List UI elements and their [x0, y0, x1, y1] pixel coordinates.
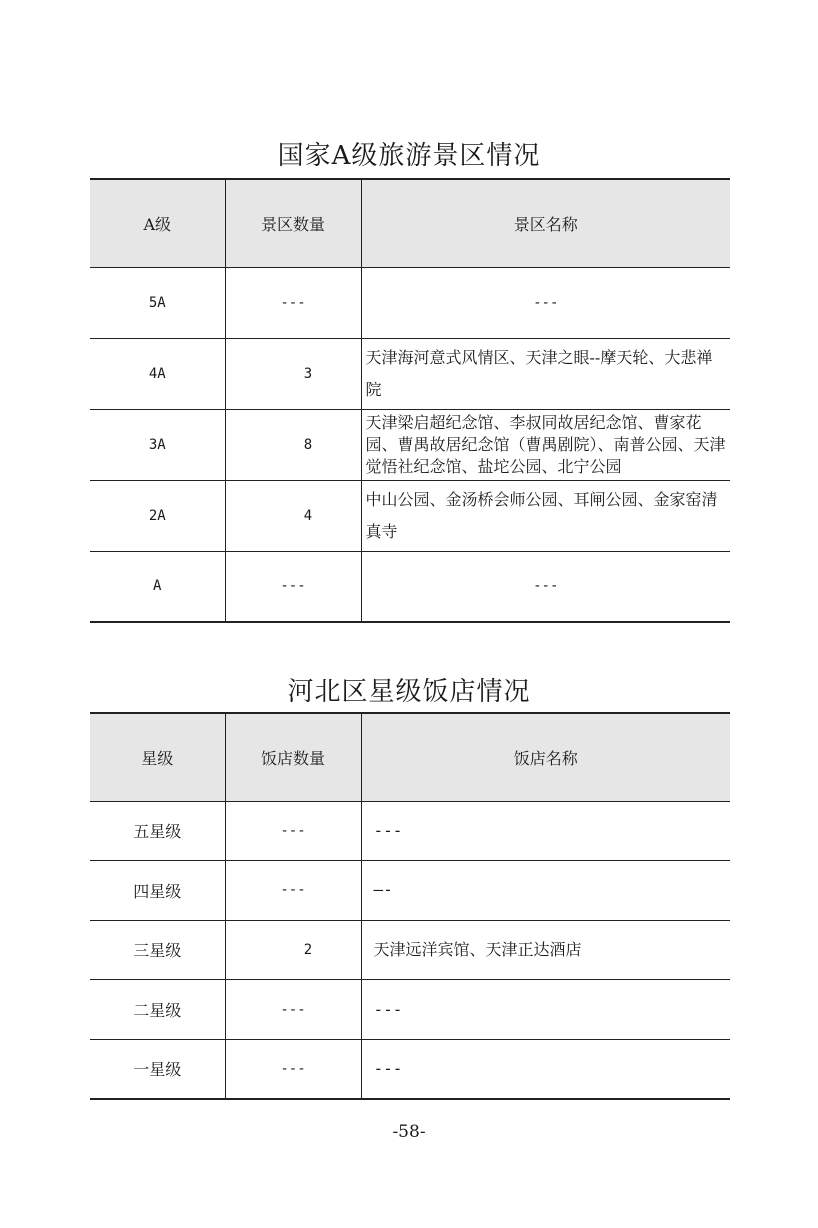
names-cell: 中山公园、金汤桥会师公园、耳闸公园、金家窑清真寺 [361, 480, 730, 551]
page-number: -58- [392, 1122, 426, 1142]
scenic-table [90, 178, 730, 623]
level-cell: 一星级 [90, 1039, 225, 1099]
level-cell: 2A [90, 480, 225, 551]
names-cell: --- [361, 267, 730, 338]
level-cell: 二星级 [90, 980, 225, 1040]
count-cell: 8 [225, 409, 361, 480]
count-cell: --- [225, 267, 361, 338]
header-level: A级 [90, 179, 225, 267]
level-cell: 4A [90, 338, 225, 409]
names-cell: —- [361, 861, 730, 921]
count-cell: 3 [225, 338, 361, 409]
level-cell: A [90, 551, 225, 622]
count-cell: 4 [225, 480, 361, 551]
header-count: 饭店数量 [225, 713, 361, 801]
names-cell: --- [361, 801, 730, 861]
names-cell: 天津远洋宾馆、天津正达酒店 [361, 920, 730, 980]
table-row [90, 801, 730, 861]
table-row [90, 338, 730, 409]
scenic-header-row [90, 179, 730, 267]
table-row [90, 480, 730, 551]
count-cell: 2 [225, 920, 361, 980]
hotel-header-row [90, 713, 730, 801]
table-row [90, 551, 730, 622]
table-row [90, 980, 730, 1040]
hotel-table [90, 712, 730, 1100]
table-row [90, 1039, 730, 1099]
table-row [90, 861, 730, 921]
header-level: 星级 [90, 713, 225, 801]
names-cell: 天津海河意式风情区、天津之眼--摩天轮、大悲禅院 [361, 338, 730, 409]
count-cell: --- [225, 861, 361, 921]
table-row [90, 409, 730, 480]
table-row [90, 920, 730, 980]
level-cell: 5A [90, 267, 225, 338]
header-names: 饭店名称 [361, 713, 730, 801]
names-cell: --- [361, 980, 730, 1040]
header-names: 景区名称 [361, 179, 730, 267]
level-cell: 五星级 [90, 801, 225, 861]
level-cell: 四星级 [90, 861, 225, 921]
names-cell: --- [361, 551, 730, 622]
scenic-section-title: 国家A级旅游景区情况 [277, 141, 541, 172]
header-count: 景区数量 [225, 179, 361, 267]
names-cell: 天津梁启超纪念馆、李叔同故居纪念馆、曹家花园、曹禺故居纪念馆（曹禺剧院）、南普公园、天津觉悟社纪念馆、盐坨公园、北宁公园 [361, 409, 730, 480]
level-cell: 3A [90, 409, 225, 480]
hotel-section-title: 河北区星级饭店情况 [287, 677, 531, 708]
count-cell: --- [225, 1039, 361, 1099]
count-cell: --- [225, 980, 361, 1040]
level-cell: 三星级 [90, 920, 225, 980]
table-row [90, 267, 730, 338]
names-cell: --- [361, 1039, 730, 1099]
count-cell: --- [225, 801, 361, 861]
count-cell: --- [225, 551, 361, 622]
